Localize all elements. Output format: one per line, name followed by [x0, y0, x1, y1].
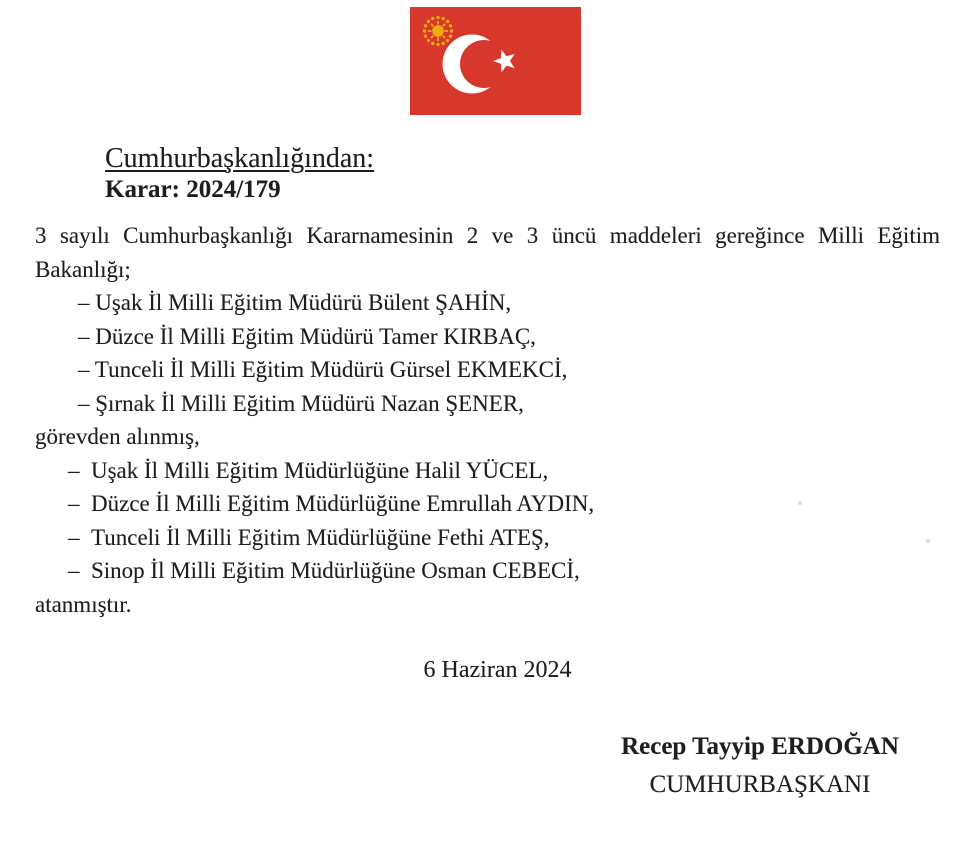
president-name: Recep Tayyip ERDOĞAN: [621, 733, 899, 760]
appointed-item: – Uşak İl Milli Eğitim Müdürlüğüne Halil YÜCEL,: [68, 457, 549, 483]
turkish-presidential-flag: [410, 7, 581, 115]
decree-date: 6 Haziran 2024: [423, 657, 572, 683]
signature-block: [580, 728, 940, 804]
issuing-authority-heading: Cumhurbaşkanlığından:: [105, 143, 375, 174]
appointed-item: – Düzce İl Milli Eğitim Müdürlüğüne Emrullah AYDIN,: [68, 491, 595, 516]
crescent-inner-circle: [460, 40, 508, 88]
appointed-item: – Tunceli İl Milli Eğitim Müdürlüğüne Fethi ATEŞ,: [68, 524, 550, 550]
dismissed-closing: görevden alınmış,: [35, 424, 200, 449]
intro-line-1: 3 sayılı Cumhurbaşkanlığı Kararnamesinin 2 ve 3 üncü maddeleri gereğince Milli Eğitim: [35, 223, 940, 248]
scan-speck: [926, 539, 930, 543]
dismissed-item: – Şırnak İl Milli Eğitim Müdürü Nazan ŞENER,: [78, 390, 524, 416]
intro-line-2: Bakanlığı;: [35, 256, 131, 282]
appointed-item: – Sinop İl Milli Eğitim Müdürlüğüne Osman CEBECİ,: [68, 558, 580, 583]
decree-body: [35, 219, 940, 621]
decree-header: [105, 143, 374, 204]
dismissed-item: – Tunceli İl Milli Eğitim Müdürü Gürsel EKMEKCİ,: [78, 357, 568, 382]
appointed-closing: atanmıştır.: [35, 591, 132, 617]
decision-number: Karar: 2024/179: [105, 176, 281, 203]
dismissed-item: – Uşak İl Milli Eğitim Müdürü Bülent ŞAHİN,: [78, 290, 512, 315]
flag-graphic: [410, 7, 581, 115]
dismissed-item: – Düzce İl Milli Eğitim Müdürü Tamer KIRBAÇ,: [78, 323, 536, 349]
scan-speck: [798, 501, 802, 505]
president-title: CUMHURBAŞKANI: [649, 771, 871, 798]
